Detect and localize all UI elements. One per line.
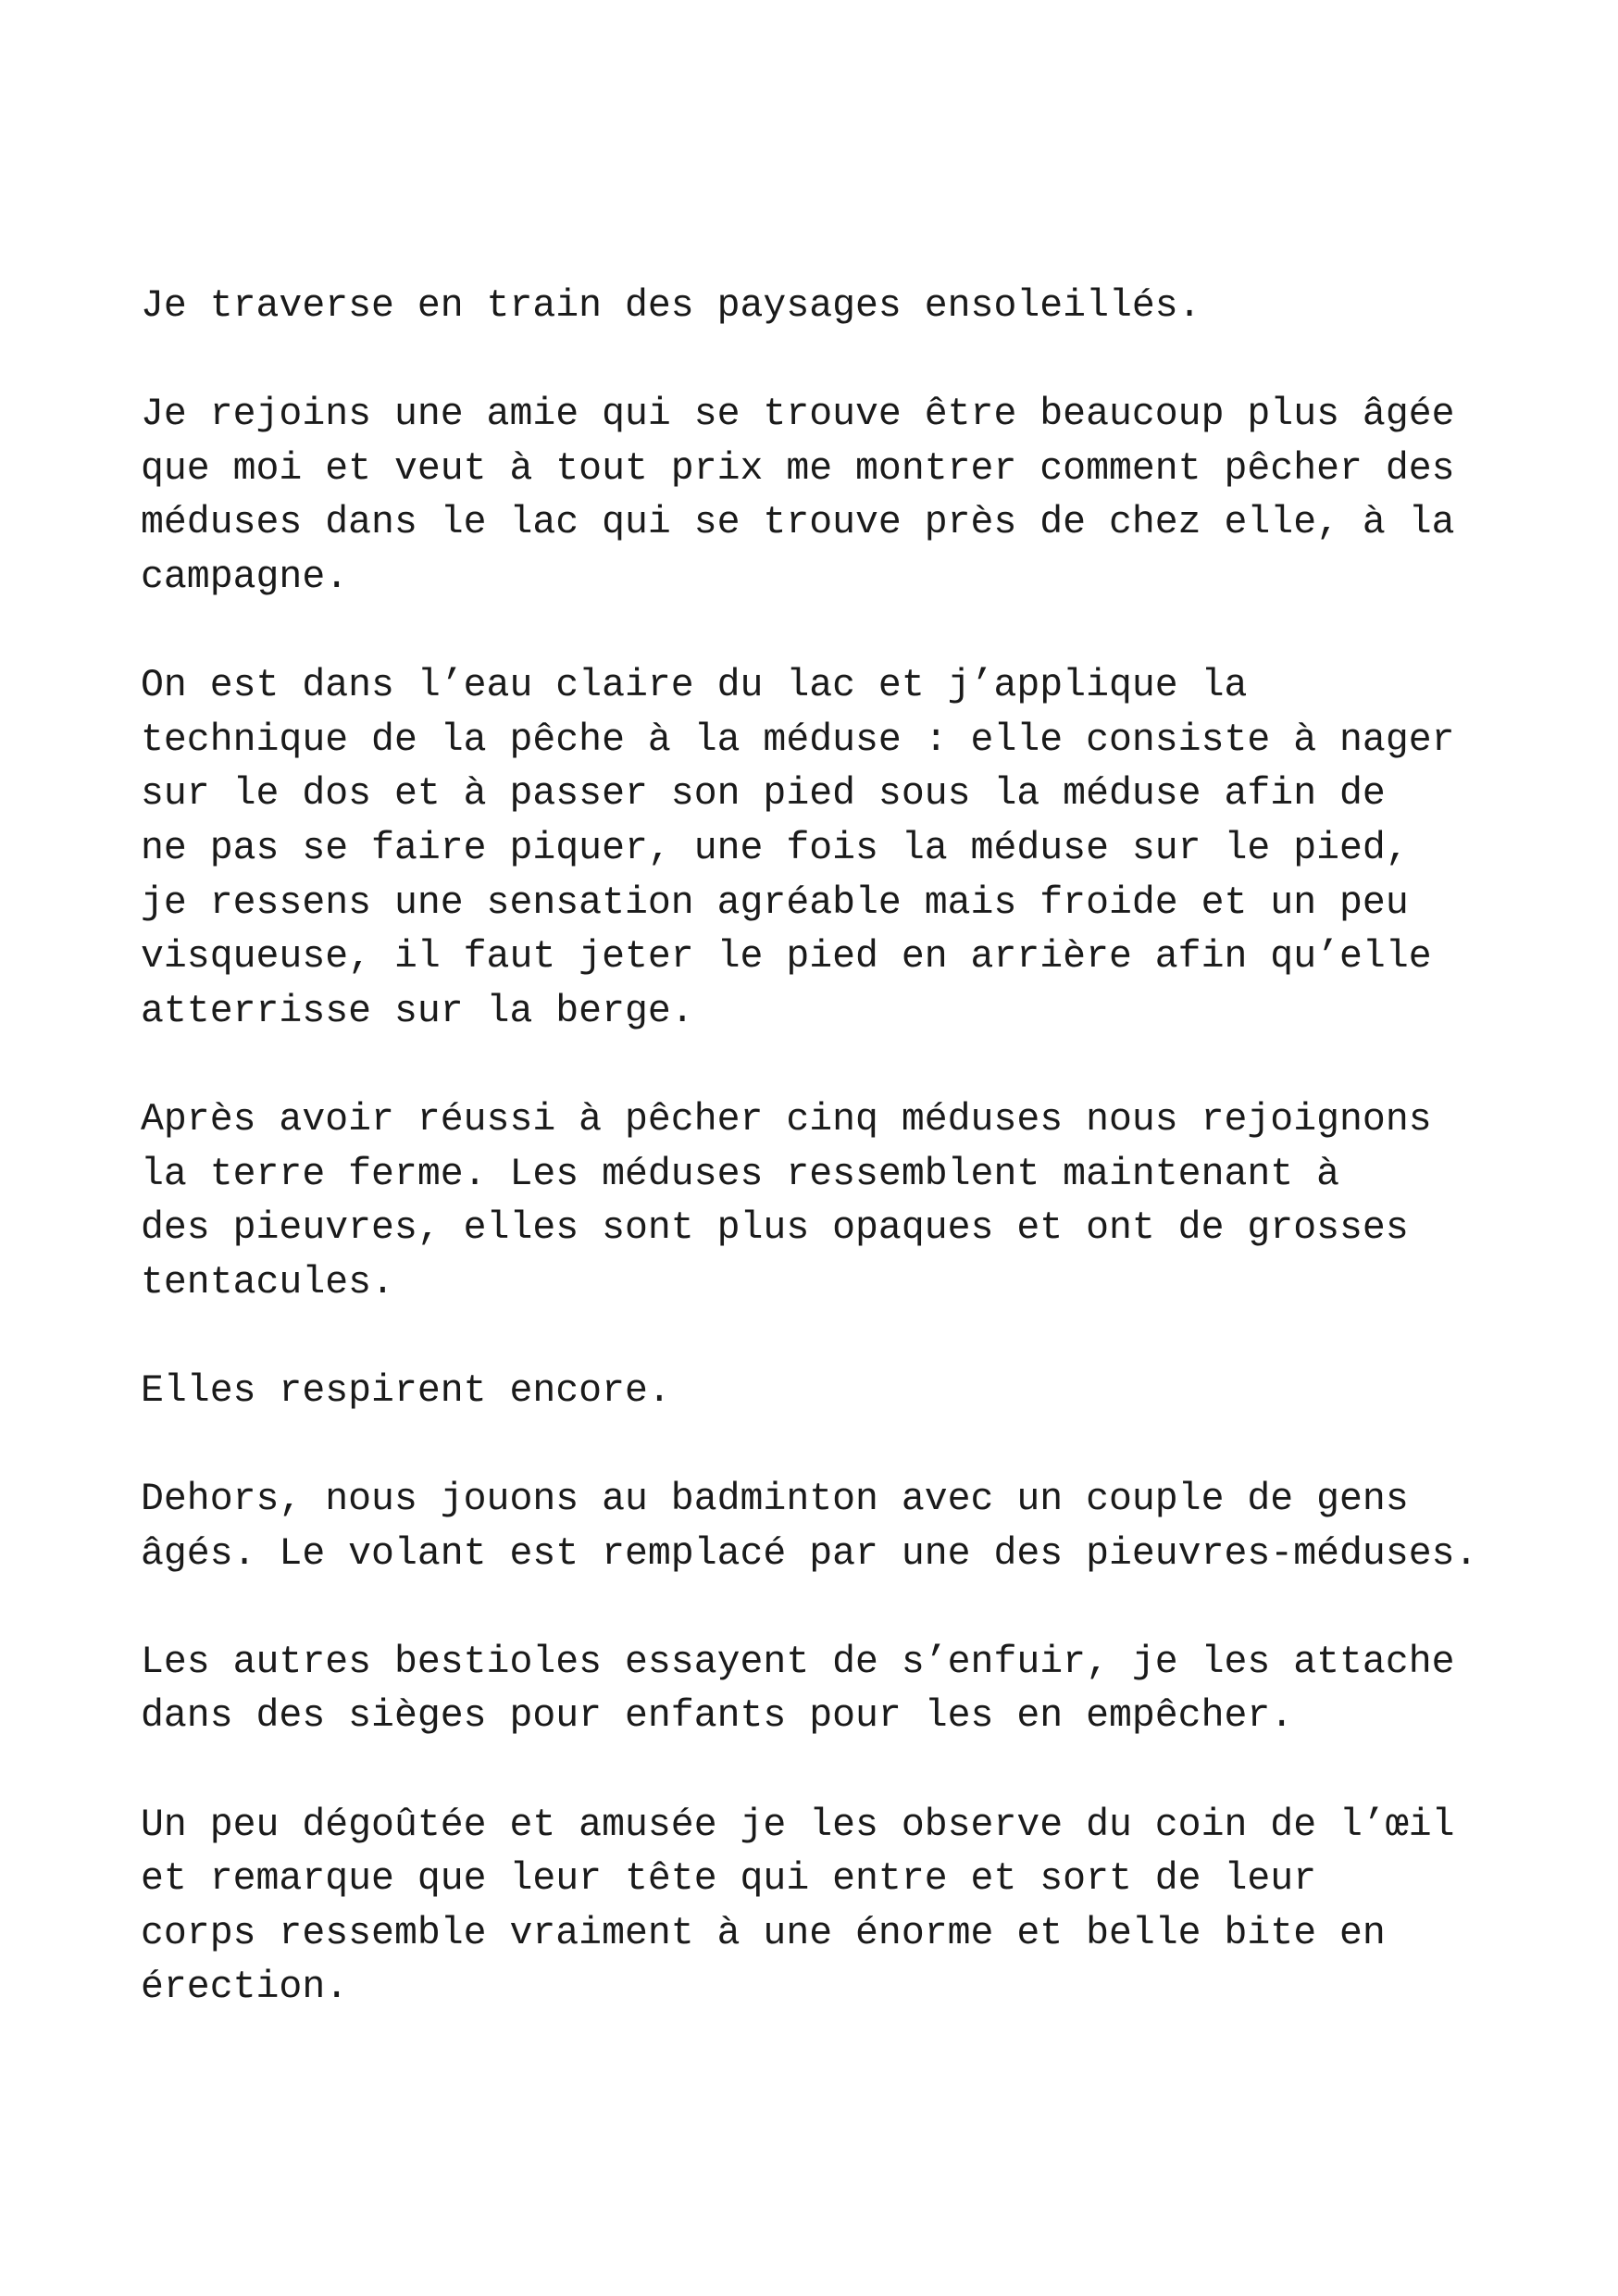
text-line: visqueuse, il faut jeter le pied en arrière afin qu’elle — [141, 935, 1432, 980]
text-line: ne pas se faire piquer, une fois la méduse sur le pied, — [141, 826, 1409, 870]
text-line: corps ressemble vraiment à une énorme et belle bite en — [141, 1911, 1386, 1955]
document-body — [141, 280, 1529, 2070]
text-line: que moi et veut à tout prix me montrer comment pêcher des — [141, 446, 1455, 491]
text-line: Dehors, nous jouons au badminton avec un couple de gens — [141, 1478, 1409, 1522]
text-line: Elles respirent encore. — [141, 1368, 671, 1413]
paragraph-1 — [141, 280, 1529, 334]
text-line: et remarque que leur tête qui entre et sort de leur — [141, 1857, 1317, 1902]
text-line: Un peu dégoûtée et amusée je les observe du coin de l’œil — [141, 1803, 1455, 1847]
paragraph-7 — [141, 1636, 1529, 1744]
text-line: je ressens une sensation agréable mais froide et un peu — [141, 880, 1409, 925]
text-line: Je rejoins une amie qui se trouve être beaucoup plus âgée — [141, 393, 1455, 437]
paragraph-3 — [141, 659, 1529, 1039]
text-line: On est dans l’eau claire du lac et j’applique la — [141, 664, 1248, 708]
paragraph-4 — [141, 1093, 1529, 1310]
paragraph-2 — [141, 388, 1529, 605]
text-line: âgés. Le volant est remplacé par une des pieuvres-méduses. — [141, 1531, 1478, 1576]
text-line: technique de la pêche à la méduse : elle consiste à nager — [141, 718, 1455, 762]
text-line: Je traverse en train des paysages ensoleillés. — [141, 284, 1201, 328]
text-line: atterrisse sur la berge. — [141, 989, 694, 1033]
text-line: méduses dans le lac qui se trouve près de chez elle, à la — [141, 501, 1455, 545]
paragraph-8 — [141, 1799, 1529, 2015]
text-line: la terre ferme. Les méduses ressemblent maintenant à — [141, 1152, 1340, 1196]
text-line: Après avoir réussi à pêcher cinq méduses nous rejoignons — [141, 1097, 1432, 1142]
text-line: campagne. — [141, 555, 349, 599]
text-line: Les autres bestioles essayent de s’enfuir, je les attache — [141, 1640, 1455, 1684]
text-line: sur le dos et à passer son pied sous la méduse afin de — [141, 772, 1386, 817]
paragraph-5 — [141, 1365, 1529, 1419]
text-line: tentacules. — [141, 1260, 394, 1304]
paragraph-6 — [141, 1473, 1529, 1581]
text-line: dans des sièges pour enfants pour les en empêcher. — [141, 1694, 1294, 1739]
text-line: érection. — [141, 1965, 349, 2010]
text-line: des pieuvres, elles sont plus opaques et ont de grosses — [141, 1206, 1409, 1251]
